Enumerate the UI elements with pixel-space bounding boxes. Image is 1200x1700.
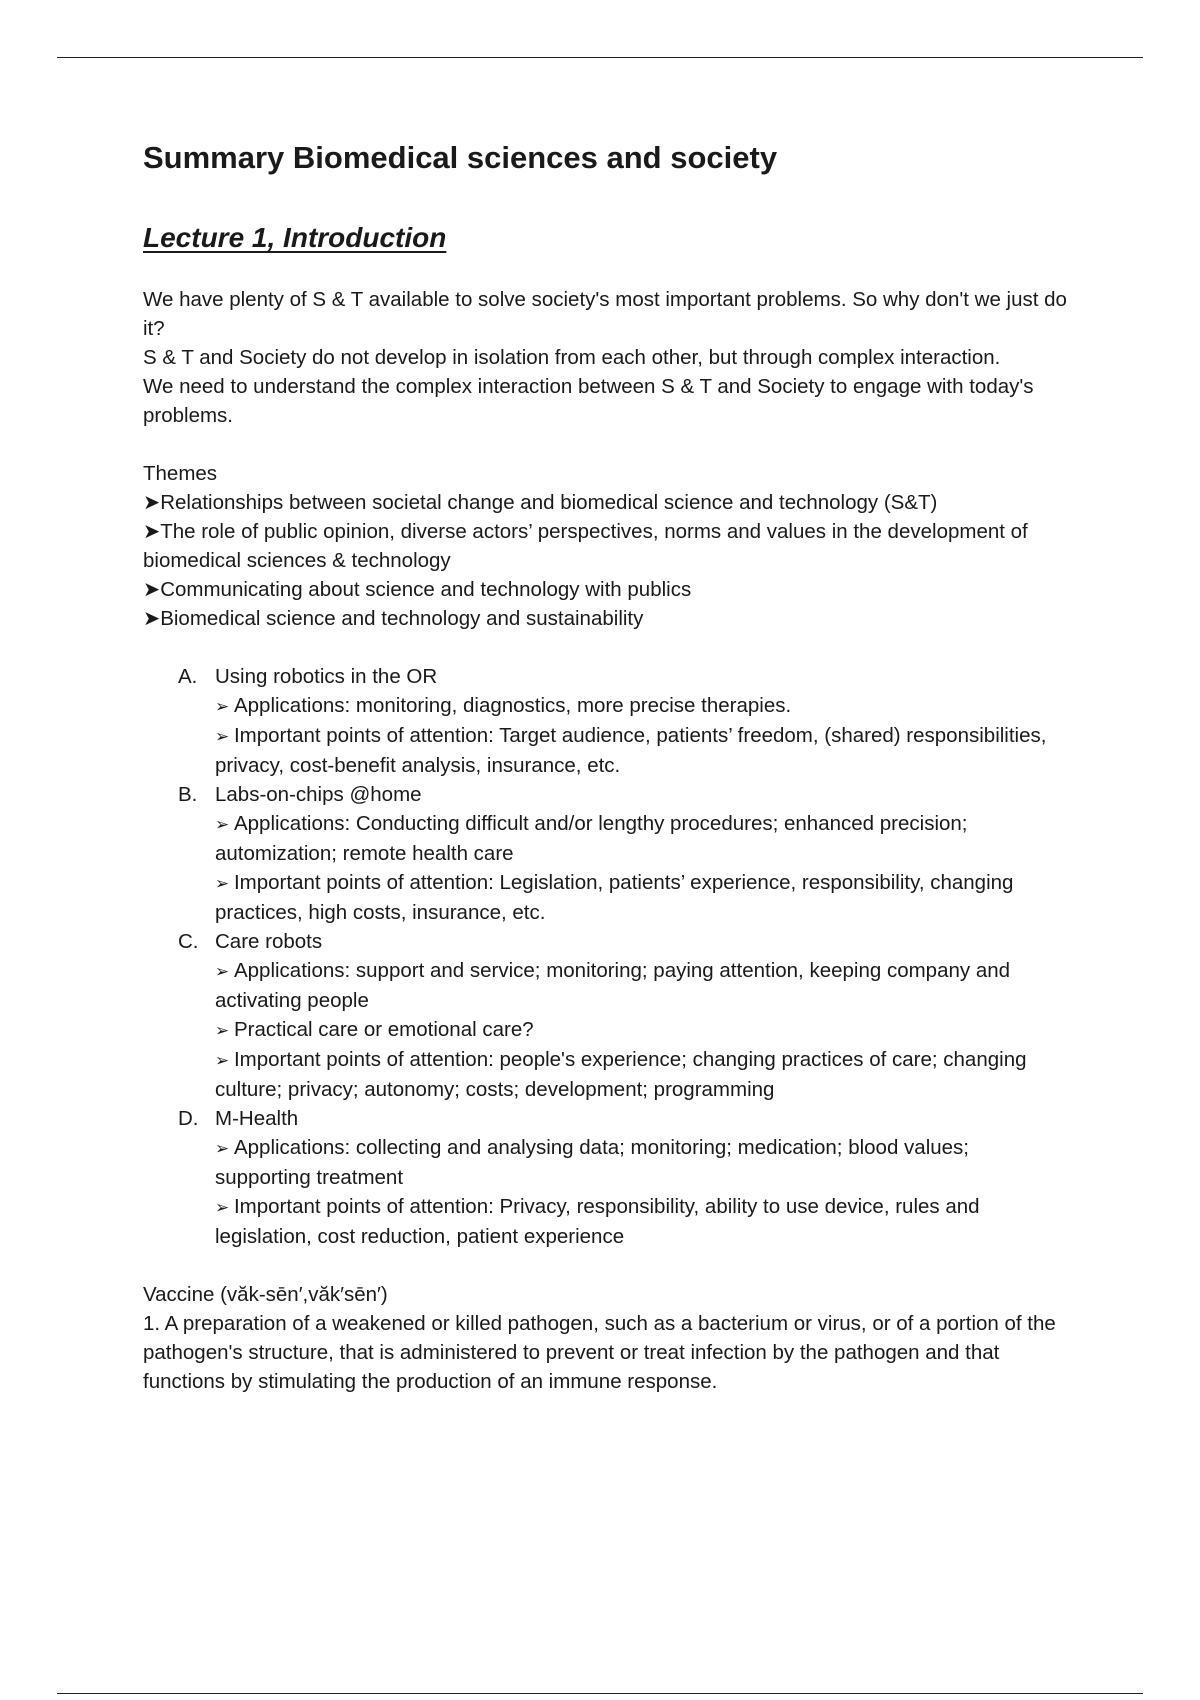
case-point (215, 809, 1068, 868)
themes-section (143, 459, 1068, 633)
case-point (215, 956, 1068, 1015)
arrow-bullet-icon: ➢ (215, 815, 234, 834)
theme-item (143, 517, 1068, 575)
theme-text: The role of public opinion, diverse actors’ perspectives, norms and values in the development of biomedical sciences & technology (143, 520, 1028, 572)
vaccine-term: Vaccine (văk-sēn′,văk′sēn′) (143, 1283, 388, 1306)
case-point (215, 691, 1068, 721)
intro-paragraph (143, 285, 1068, 430)
case-letter: A. (178, 665, 198, 688)
arrow-bullet-icon: ➢ (215, 962, 234, 981)
case-point-text: Important points of attention: people's experience; changing practices of care; changing culture; privacy; autonomy; costs; development; programming (215, 1048, 1027, 1101)
case-point (215, 1133, 1068, 1192)
case-letter: D. (178, 1107, 199, 1130)
case-item (178, 662, 1068, 780)
document-title: Summary Biomedical sciences and society (143, 140, 778, 175)
arrow-bullet-icon: ➢ (215, 727, 234, 746)
case-point-text: Applications: monitoring, diagnostics, more precise therapies. (233, 694, 792, 717)
case-title: Care robots (215, 930, 323, 953)
arrow-bullet-icon: ➢ (215, 1051, 234, 1070)
arrow-bullet-icon: ➢ (215, 874, 234, 893)
header-rule (57, 57, 1143, 58)
case-point (215, 868, 1068, 927)
theme-text: Relationships between societal change and biomedical science and technology (S&T) (160, 491, 938, 514)
case-point-text: Applications: collecting and analysing data; monitoring; medication; blood values; supporting treatment (215, 1136, 969, 1189)
theme-text: Communicating about science and technology with publics (160, 578, 692, 601)
case-point (215, 1192, 1068, 1251)
lecture-heading: Lecture 1, Introduction (143, 222, 447, 253)
arrow-bullet-icon: ➢ (215, 697, 234, 716)
case-title: Labs-on-chips @home (215, 783, 422, 806)
case-point-text: Applications: support and service; monitoring; paying attention, keeping company and activating people (215, 959, 1011, 1012)
case-point (215, 1015, 1068, 1045)
case-item (178, 780, 1068, 927)
arrow-bullet-icon: ➤ (143, 607, 161, 630)
case-title: M-Health (215, 1107, 299, 1130)
document-body (143, 138, 1068, 1396)
theme-item (143, 575, 1068, 604)
case-point (215, 721, 1068, 780)
vaccine-section (143, 1280, 1068, 1396)
intro-line: We need to understand the complex interaction between S & T and Society to engage with today's problems. (143, 375, 1034, 427)
theme-item (143, 604, 1068, 633)
arrow-bullet-icon: ➤ (143, 491, 161, 514)
case-point-text: Practical care or emotional care? (233, 1018, 534, 1041)
case-point-text: Applications: Conducting difficult and/or lengthy procedures; enhanced precision; automization; remote health care (215, 812, 968, 865)
arrow-bullet-icon: ➤ (143, 578, 161, 601)
case-item (178, 1104, 1068, 1251)
theme-item (143, 488, 1068, 517)
case-letter: B. (178, 783, 198, 806)
arrow-bullet-icon: ➢ (215, 1021, 234, 1040)
case-title: Using robotics in the OR (215, 665, 438, 688)
case-item (178, 927, 1068, 1104)
themes-heading: Themes (143, 462, 218, 485)
vaccine-definition: 1. A preparation of a weakened or killed pathogen, such as a bacterium or virus, or of a portion of the pathogen's structure, that is administered to prevent or treat infection by the pathogen and that functions by stimulating the production of an immune response. (143, 1312, 1056, 1393)
case-point (215, 1045, 1068, 1104)
case-point-text: Important points of attention: Privacy, responsibility, ability to use device, rules and legislation, cost reduction, patient experience (215, 1195, 980, 1248)
arrow-bullet-icon: ➢ (215, 1198, 234, 1217)
footer-rule (57, 1693, 1143, 1694)
intro-line: We have plenty of S & T available to solve society's most important problems. So why don't we just do it? (143, 288, 1067, 340)
case-list (143, 662, 1068, 1251)
arrow-bullet-icon: ➤ (143, 520, 161, 543)
intro-line: S & T and Society do not develop in isolation from each other, but through complex interaction. (143, 346, 1001, 369)
arrow-bullet-icon: ➢ (215, 1139, 234, 1158)
case-point-text: Important points of attention: Legislation, patients’ experience, responsibility, changing practices, high costs, insurance, etc. (215, 871, 1014, 924)
case-letter: C. (178, 930, 199, 953)
case-point-text: Important points of attention: Target audience, patients’ freedom, (shared) responsibilities, privacy, cost-benefit analysis, insurance, etc. (215, 724, 1047, 777)
theme-text: Biomedical science and technology and sustainability (160, 607, 644, 630)
